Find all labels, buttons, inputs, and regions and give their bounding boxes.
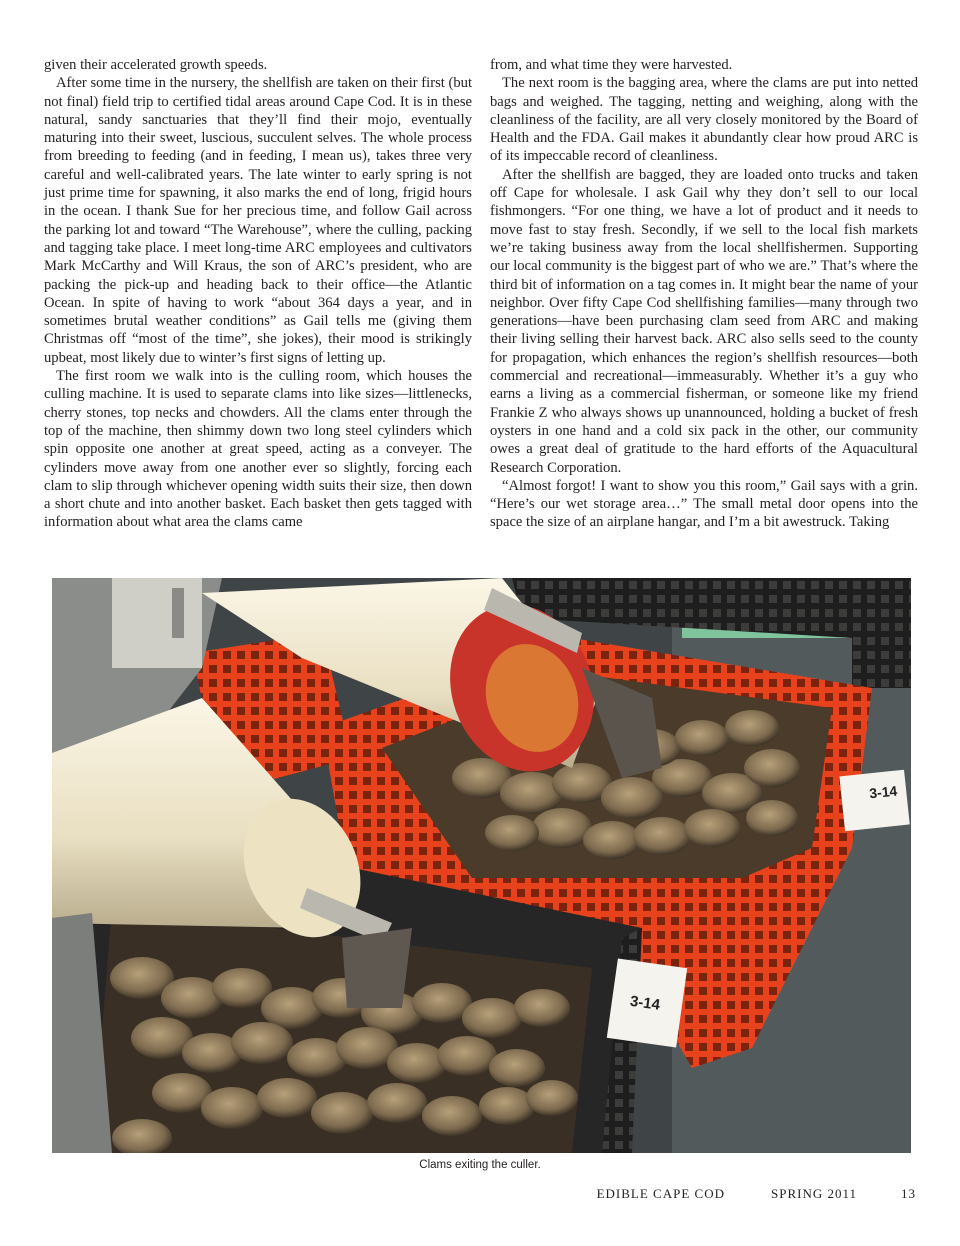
shellfish-tag-right bbox=[839, 770, 909, 831]
paragraph: “Almost forgot! I want to show you this room,” Gail says with a grin. “Here’s our wet storage area…” The small metal door opens into the space the size of an airplane hangar, and I’m a bit awestruck. Taking bbox=[490, 477, 918, 531]
page-footer bbox=[597, 1186, 916, 1202]
photo-caption: Clams exiting the culler. bbox=[419, 1159, 541, 1171]
article-column-right bbox=[490, 56, 918, 532]
paragraph: After some time in the nursery, the shellfish are taken on their first (but not final) field trip to certified tidal areas around Cape Cod. It is in these natural, sandy sanctuaries that they’ll find their mojo, eventually maturing into their sweet, luscious, succulent selves. The whole process from breeding to feeding (and in feeding, I mean us), takes three very careful and well-calibrated years. The late winter to early spring is not just prime time for spawning, it also marks the end of long, frigid hours in the ocean. I thank Sue for her precious time, and follow Gail across the parking lot and toward “The Warehouse”, where the culling, packing and tagging take place. I meet long-time ARC employees and cultivators Mark McCarthy and Will Kraus, the son of ARC’s president, who are packing the pick-up and heading back to their office—the Atlantic Ocean. In spite of having to work “about 364 days a year, and in sometimes brutal weather conditions” as Gail tells me (giving them Christmas off “most of the time”, she jokes), their mood is strikingly upbeat, most likely due to winter’s first signs of letting up. bbox=[44, 75, 472, 366]
paragraph: The first room we walk into is the culling room, which houses the culling machine. It is used to separate clams into like sizes—littlenecks, cherry stones, top necks and chowders. All the clams enter through the top of the machine, then shimmy down two long steel cylinders which spin opposite one another at great speed, acting as a conveyer. The cylinders move away from one another ever so slightly, forcing each clam to slip through whichever opening width suits their size, then down a short chute and into another basket. Each basket then gets tagged with information about what area the clams came bbox=[44, 368, 472, 531]
issue-label: SPRING 2011 bbox=[770, 1186, 857, 1201]
tag-date: 3-14 bbox=[628, 992, 662, 1014]
shellfish-tag-left bbox=[607, 959, 687, 1048]
article-column-left bbox=[44, 56, 472, 532]
clams-photo bbox=[52, 578, 911, 1153]
paragraph: given their accelerated growth speeds. bbox=[44, 57, 268, 73]
paragraph: After the shellfish are bagged, they are loaded onto trucks and taken off Cape for wholesale. I ask Gail why they don’t sell to our local fishmongers. “For one thing, we have a lot of product and it needs to move fast to stay fresh. Secondly, if we sell to the local fish markets we’re taking business away from the local shellfishermen. Supporting our local community is the biggest part of who we are.” That’s where the third bit of information on a tag comes in. It might bear the name of your neighbor. Over fifty Cape Cod shellfishing families—many through two generations—have been purchasing clam seed from ARC and making their living selling their harvest back. ARC also sells seed to the county for propagation, which enhances the region’s shellfish resources—both commercial and recreational—immeasurably. Whether it’s a guy who earns a living as a commercial fisherman, or someone like my friend Frankie Z who always shows up unannounced, holding a bucket of fresh oysters in one hand and a cold six pack in the other, our community owes a great deal of gratitude to the hard efforts of the Aquacultural Research Corporation. bbox=[490, 166, 918, 476]
paragraph: The next room is the bagging area, where the clams are put into netted bags and weighed. The tagging, netting and weighing, along with the cleanliness of the facility, are all very closely monitored by the Board of Health and the FDA. Gail makes it abundantly clear how proud ARC is of its impeccable record of cleanliness. bbox=[490, 75, 918, 165]
page-number: 13 bbox=[901, 1186, 916, 1201]
tag-date: 3-14 bbox=[868, 782, 899, 802]
magazine-name: EDIBLE CAPE COD bbox=[596, 1186, 725, 1201]
paragraph: from, and what time they were harvested. bbox=[490, 57, 733, 73]
